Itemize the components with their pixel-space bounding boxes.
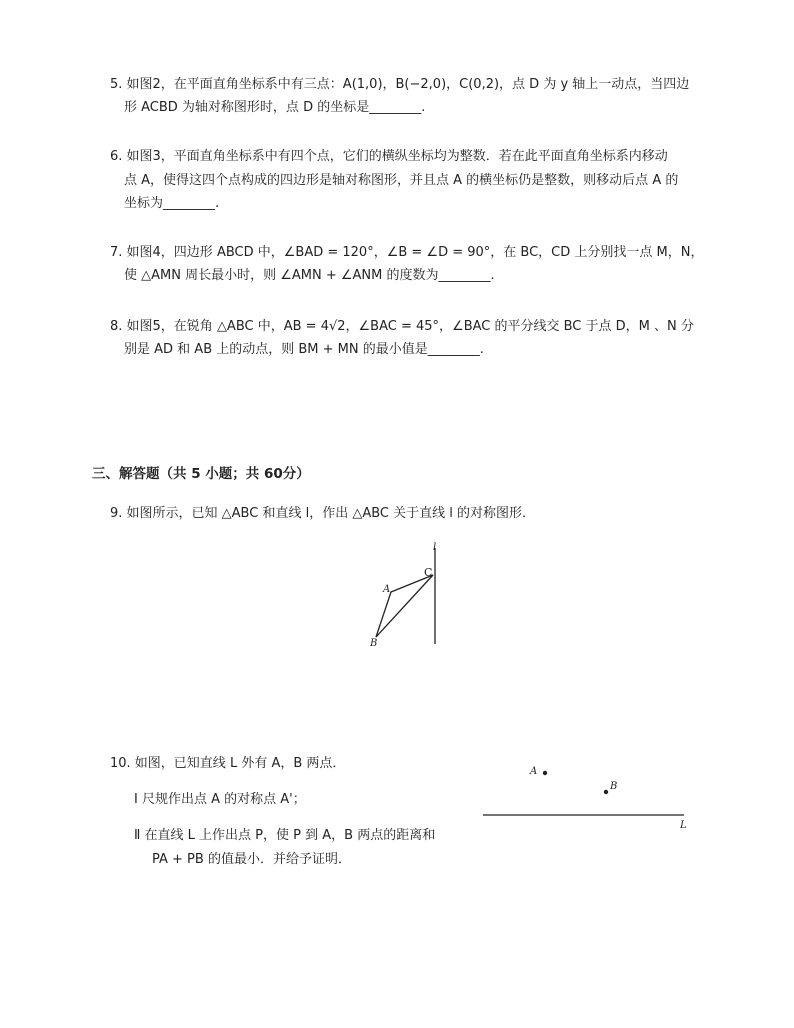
point-a [543, 771, 547, 775]
q10-part-1: Ⅰ 尺规作出点 A 的对称点 A'； [134, 792, 306, 807]
label-b: B [610, 781, 618, 792]
q7-line-2: 使 △AMN 周长最小时，则 ∠AMN + ∠ANM 的度数为________. [124, 268, 495, 283]
q6-line-2: 点 A，使得这四个点构成的四边形是轴对称图形，并且点 A 的横坐标仍是整数，则移动后点 A 的 [124, 173, 679, 188]
q9-figure [360, 540, 460, 655]
q6-line-1: 6. 如图3，平面直角坐标系中有四个点，它们的横纵坐标均为整数．若在此平面直角坐标系内移动 [110, 149, 668, 164]
label-c: C [424, 566, 433, 579]
q6-line-3: 坐标为________. [124, 196, 220, 211]
label-l: l [433, 542, 437, 553]
q7-line-1: 7. 如图4，四边形 ABCD 中，∠BAD = 120°，∠B = ∠D = 90°，在 BC，CD 上分别找一点 M，N， [110, 245, 704, 260]
label-a: A [530, 766, 538, 777]
q10-figure [480, 760, 700, 835]
q10-line-1: 10. 如图，已知直线 L 外有 A，B 两点． [110, 756, 346, 771]
q10-part-2-line-1: Ⅱ 在直线 L 上作出点 P，使 P 到 A，B 两点的距离和 [134, 828, 436, 843]
q8-line-2: 别是 AD 和 AB 上的动点，则 BM + MN 的最小值是________. [124, 342, 484, 357]
q8-line-1: 8. 如图5，在锐角 △ABC 中，AB = 4√2，∠BAC = 45°，∠BAC 的平分线交 BC 于点 D，M 、N 分 [110, 319, 694, 334]
label-a: A [383, 584, 391, 595]
q10-part-2-line-2: PA + PB 的值最小．并给予证明． [152, 852, 351, 867]
label-l: L [680, 820, 687, 831]
section-3-heading: 三、解答题（共 5 小题；共 60分） [92, 466, 310, 482]
q9-text: 9. 如图所示，已知 △ABC 和直线 l，作出 △ABC 关于直线 l 的对称图形． [110, 506, 536, 521]
q5-line-1: 5. 如图2，在平面直角坐标系中有三点：A(1,0)，B(−2,0)，C(0,2)，点 D 为 y 轴上一动点，当四边 [110, 77, 690, 92]
label-b: B [370, 638, 378, 649]
q5-line-2: 形 ACBD 为轴对称图形时，点 D 的坐标是________. [124, 100, 426, 115]
point-b [604, 790, 608, 794]
